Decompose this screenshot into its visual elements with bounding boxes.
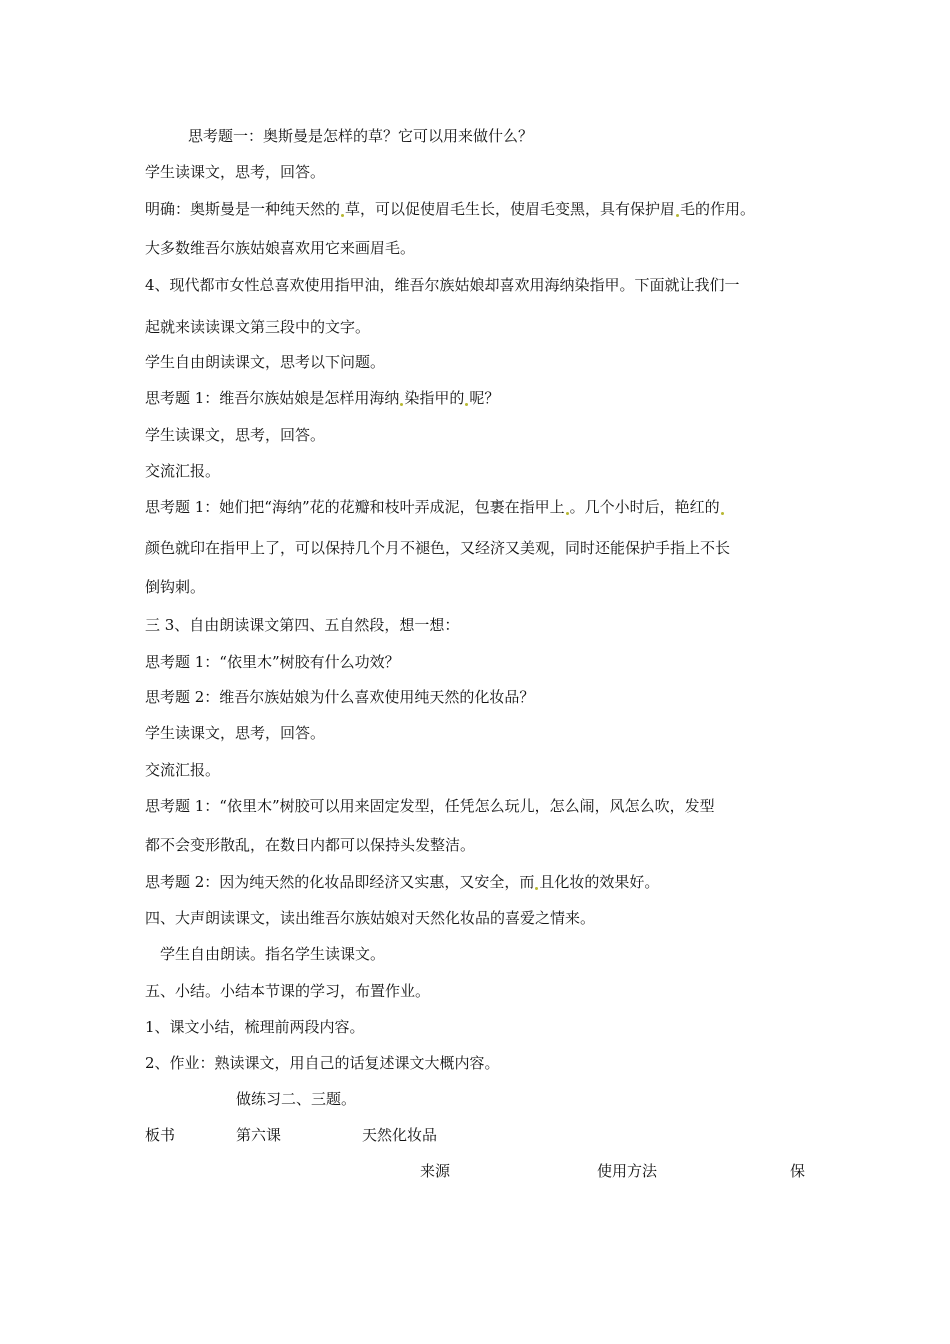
henna-question-part-3: 呢？: [469, 389, 500, 407]
question-one-title: 思考题一：奥斯曼是怎样的草？它可以用来做什么？: [188, 127, 534, 145]
board-column-protect: 保: [790, 1162, 806, 1180]
answer-osman-part-1: 明确：奥斯曼是一种纯天然的: [145, 200, 341, 218]
board-title: 天然化妆品: [362, 1126, 438, 1144]
gum-answer-2-part-2: 且化妆的效果好。: [539, 873, 660, 891]
henna-answer-part-2: 。几个小时后，艳红的: [569, 498, 720, 516]
emphasis-dot: [400, 403, 403, 406]
henna-answer-line-1: [145, 497, 725, 517]
answer-osman-line-2: 大多数维吾尔族姑娘喜欢用它来画眉毛。: [145, 239, 416, 257]
gum-question-1: 思考题 1：“依里木”树胶有什么功效？: [145, 653, 400, 671]
summary-item-2: 2、作业：熟读课文，用自己的话复述课文大概内容。: [145, 1054, 500, 1072]
answer-osman-line-1: [145, 199, 755, 219]
gum-answer-2: [145, 872, 659, 892]
section-four-heading: 四、大声朗读课文，读出维吾尔族姑娘对天然化妆品的喜爱之情来。: [145, 909, 596, 927]
gum-question-2: 思考题 2：维吾尔族姑娘为什么喜欢使用纯天然的化妆品？: [145, 688, 535, 706]
board-lesson: 第六课: [236, 1126, 282, 1144]
board-column-method: 使用方法: [597, 1162, 658, 1180]
student-reading-instruction: 学生读课文，思考，回答。: [145, 426, 326, 444]
student-reading-instruction: 学生读课文，思考，回答。: [145, 724, 326, 742]
answer-osman-part-3: 毛的作用。: [680, 200, 756, 218]
answer-osman-part-2: 草，可以促使眉毛生长，使眉毛变黑，具有保护眉: [345, 200, 676, 218]
henna-answer-line-2: 颜色就印在指甲上了，可以保持几个月不褪色，又经济又美观，同时还能保护手指上不长: [145, 539, 731, 557]
emphasis-dot: [341, 214, 344, 217]
section-four-intro-line-2: 起就来读读课文第三段中的文字。: [145, 318, 371, 336]
gum-answer-1-line-1: 思考题 1：“依里木”树胶可以用来固定发型，任凭怎么玩儿，怎么闹，风怎么吹，发型: [145, 797, 715, 815]
emphasis-dot: [721, 512, 724, 515]
free-reading-instruction: 学生自由朗读课文，思考以下问题。: [145, 353, 386, 371]
section-three-instruction: 三 3、自由朗读课文第四、五自然段，想一想：: [145, 616, 460, 634]
summary-item-1: 1、课文小结，梳理前两段内容。: [145, 1018, 365, 1036]
henna-question-part-2: 染指甲的: [404, 389, 465, 407]
section-five-heading: 五、小结。小结本节课的学习，布置作业。: [145, 982, 431, 1000]
student-reading-instruction: 学生读课文，思考，回答。: [145, 163, 326, 181]
emphasis-dot: [465, 403, 468, 406]
henna-answer-part-1: 思考题 1：她们把“海纳”花的花瓣和枝叶弄成泥，包裹在指甲上: [145, 498, 565, 516]
exercise-note: 做练习二、三题。: [236, 1090, 357, 1108]
section-four-intro-line-1: 4、现代都市女性总喜欢使用指甲油，维吾尔族姑娘却喜欢用海纳染指甲。下面就让我们一: [145, 276, 740, 294]
gum-answer-2-part-1: 思考题 2：因为纯天然的化妆品即经济又实惠，又安全，而: [145, 873, 535, 891]
emphasis-dot: [676, 214, 679, 217]
henna-answer-line-3: 倒钩刺。: [145, 578, 206, 596]
free-reading-note: 学生自由朗读。指名学生读课文。: [160, 945, 386, 963]
report-label: 交流汇报。: [145, 462, 221, 480]
henna-question-part-1: 思考题 1：维吾尔族姑娘是怎样用海纳: [145, 389, 400, 407]
henna-question: [145, 388, 499, 408]
emphasis-dot: [535, 887, 538, 890]
report-label: 交流汇报。: [145, 761, 221, 779]
board-column-source: 来源: [420, 1162, 451, 1180]
board-label: 板书: [145, 1126, 176, 1144]
gum-answer-1-line-2: 都不会变形散乱，在数日内都可以保持头发整洁。: [145, 836, 476, 854]
emphasis-dot: [566, 512, 569, 515]
